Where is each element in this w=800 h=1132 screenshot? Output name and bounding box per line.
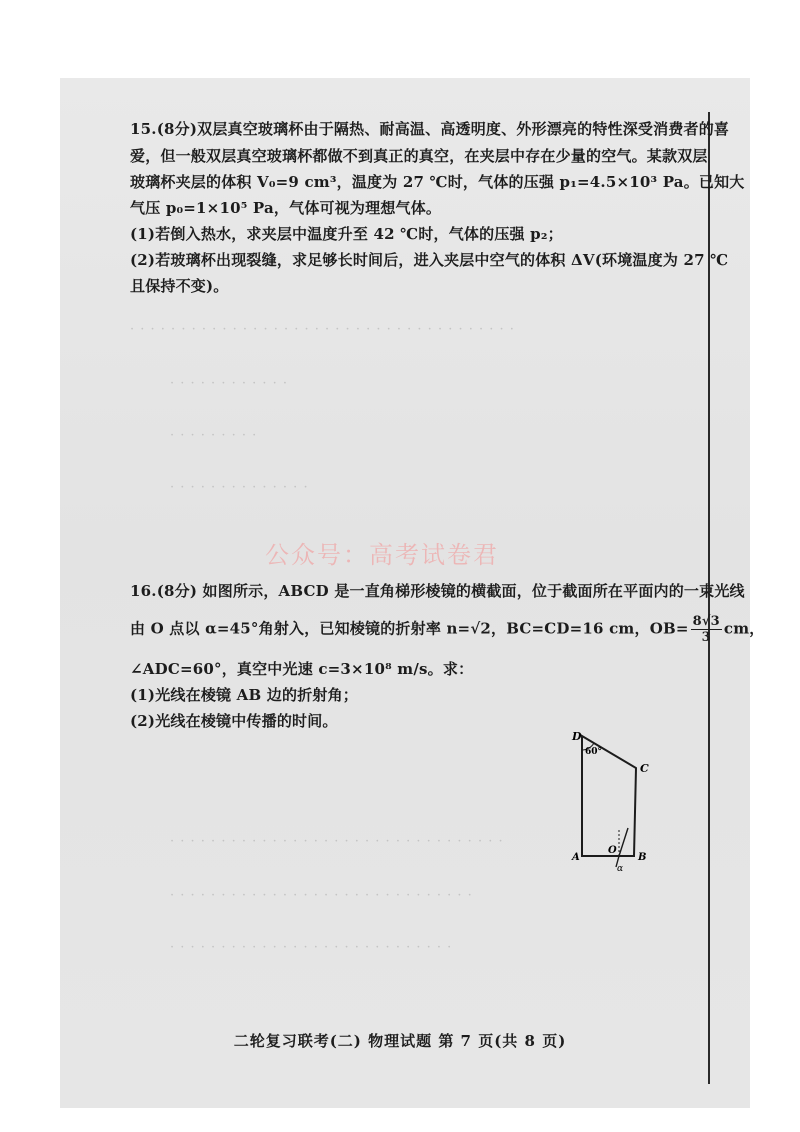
label-b: B [638, 852, 647, 863]
q15-subquestion-2: (2)若玻璃杯出现裂缝，求足够长时间后，进入夹层中空气的体积 ΔV(环境温度为 27 ℃ [130, 251, 729, 269]
q16-stem-line-3: ∠ADC=60°，真空中光速 c=3×10⁸ m/s。求： [130, 660, 474, 678]
bleed-through-text: · · · · · · · · · · · · · · · · · · · · · · · · · · · · [170, 940, 453, 955]
q15-stem-line-3: 玻璃杯夹层的体积 V₀=9 cm³，温度为 27 ℃时，气体的压强 p₁=4.5×10³ Pa。已知大 [130, 173, 745, 191]
q15-subquestion-2-cont: 且保持不变)。 [130, 277, 229, 295]
bleed-through-text: · · · · · · · · · · · · [170, 376, 289, 391]
refracted-ray [619, 828, 628, 856]
label-c: C [640, 762, 649, 775]
prism-diagram [560, 728, 670, 873]
label-o: O [608, 845, 617, 856]
page-footer: 二轮复习联考(二) 物理试题 第 7 页(共 8 页) [233, 1032, 567, 1050]
ob-denominator: 3 [701, 630, 711, 645]
q16-stem-line-1: 16.(8分) 如图所示，ABCD 是一直角梯形棱镜的横截面，位于截面所在平面内的一束光线 [130, 582, 745, 600]
q16-stem-line-2-text: 由 O 点以 α=45°角射入，已知棱镜的折射率 n=√2，BC=CD=16 cm，OB= [130, 619, 689, 638]
bleed-through-text: · · · · · · · · · [170, 428, 258, 443]
q16-subquestion-1: (1)光线在棱镜 AB 边的折射角； [130, 686, 358, 704]
q15-stem-line-2: 爱，但一般双层真空玻璃杯都做不到真正的真空，在夹层中存在少量的空气。某款双层 [130, 147, 708, 165]
q16-stem-line-2 [130, 614, 764, 645]
q15-subquestion-1: (1)若倒入热水，求夹层中温度升至 42 ℃时，气体的压强 p₂； [130, 225, 563, 243]
ob-unit: cm， [723, 619, 765, 638]
label-a: A [572, 852, 580, 863]
q15-stem-line-1: 15.(8分)双层真空玻璃杯由于隔热、耐高温、高透明度、外形漂亮的特性深受消费者的喜 [130, 120, 730, 138]
bleed-through-text: · · · · · · · · · · · · · · · · · · · · · · · · · · · · · · · · · [170, 834, 504, 849]
label-angle-60: 60° [585, 747, 603, 757]
bleed-through-text: · · · · · · · · · · · · · · · · · · · · · · · · · · · · · · · · · · · · · · [130, 322, 515, 337]
q15-stem-line-4: 气压 p₀=1×10⁵ Pa，气体可视为理想气体。 [130, 199, 442, 217]
ob-fraction [691, 614, 722, 645]
q16-subquestion-2: (2)光线在棱镜中传播的时间。 [130, 712, 338, 730]
label-d: D [572, 730, 582, 743]
watermark: 公众号：高考试卷君 [265, 541, 499, 569]
bleed-through-text: · · · · · · · · · · · · · · · · · · · · · · · · · · · · · · [170, 888, 473, 903]
bleed-through-text: · · · · · · · · · · · · · · [170, 480, 309, 495]
ob-numerator: 8√3 [692, 614, 720, 629]
label-alpha: α [617, 864, 624, 873]
